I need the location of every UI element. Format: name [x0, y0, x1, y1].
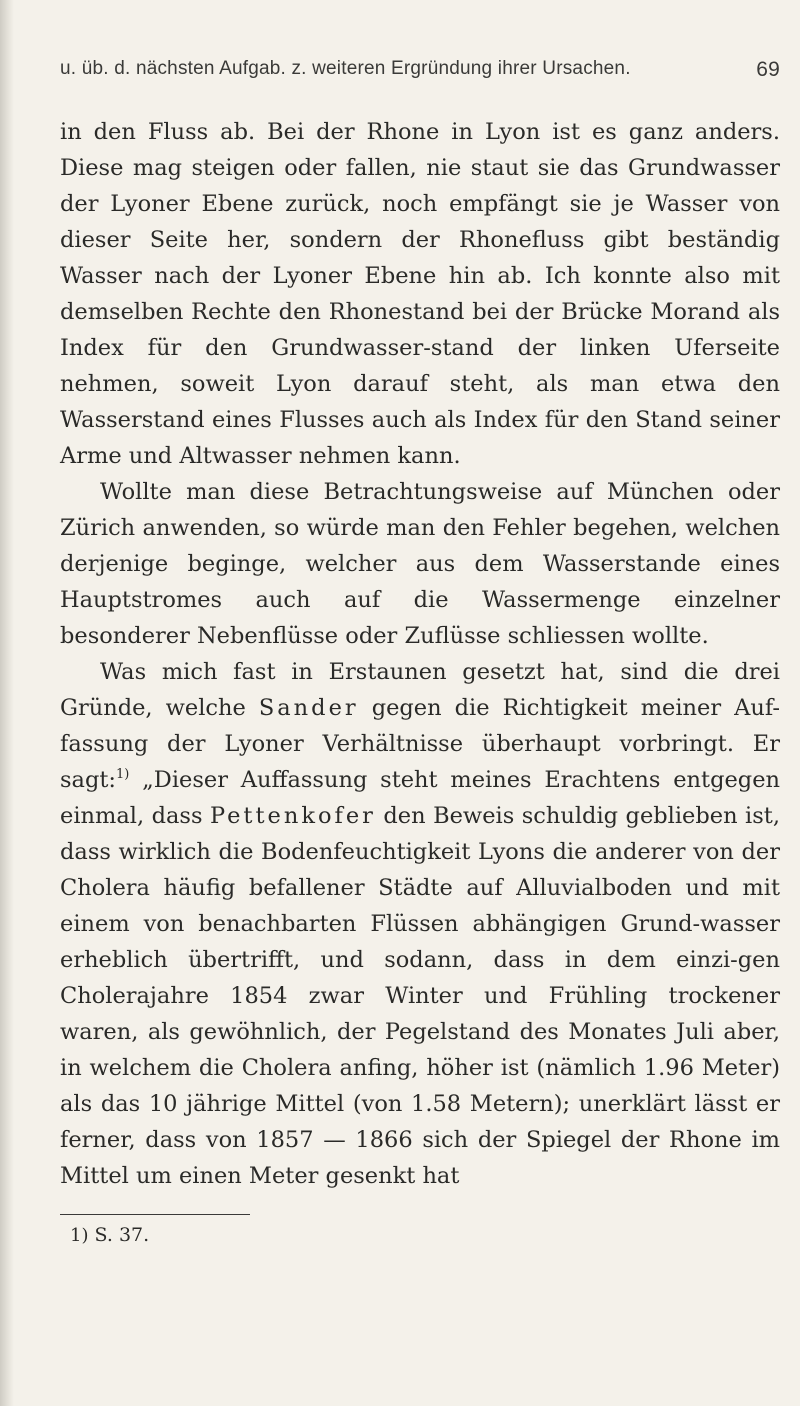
paragraph-3-part-2: gegen die Richtigkeit meiner Auf-fassung der Lyoner Verhältnisse überhaupt vorbringt. Er sagt:	[60, 695, 780, 793]
paragraph-3-part-3: „Dieser Auffassung steht meines Erachtens entgegen einmal, dass	[60, 767, 781, 829]
body-text	[60, 114, 780, 1194]
author-name-pettenkofer: Pettenkofer	[209, 803, 376, 829]
footnote-reference: 1)	[116, 767, 130, 782]
paragraph-3-part-4: den Beweis schuldig geblieben ist, dass wirklich die Bodenfeuchtigkeit Lyons die anderer von der Cholera häufig befallener Städte auf Alluvialboden und mit einem von benachbarten Flüssen abhängigen Grund-wasser erheblich übertrifft, und sodann, dass in dem einzi-gen Cholerajahre 1854 zwar Winter und Frühling trockener waren, als gewöhnlich, der Pegelstand des Monates Juli aber, in welchem die Cholera anfing, höher ist (nämlich 1.96 Meter) als das 10 jährige Mittel (von 1.58 Metern); unerklärt lässt er ferner, dass von 1857 — 1866 sich der Spiegel der Rhone im Mittel um einen Meter gesenkt hat	[60, 803, 780, 1189]
book-page	[60, 58, 780, 1250]
footnote-divider	[60, 1214, 250, 1215]
paragraph-2: Wollte man diese Betrachtungsweise auf München oder Zürich anwenden, so würde man den Fehler begehen, welchen derjenige beginge, welcher aus dem Wasserstande eines Hauptstromes auch auf die Wassermenge einzelner besonderer Nebenflüsse oder Zuflüsse schliessen wollte.	[60, 479, 780, 649]
paragraph-1: in den Fluss ab. Bei der Rhone in Lyon ist es ganz anders. Diese mag steigen oder fallen, nie staut sie das Grundwasser der Lyoner Ebene zurück, noch empfängt sie je Wasser von dieser Seite her, sondern der Rhonefluss gibt beständig Wasser nach der Lyoner Ebene hin ab. Ich konnte also mit demselben Rechte den Rhonestand bei der Brücke Morand als Index für den Grundwasser-stand der linken Uferseite nehmen, soweit Lyon darauf steht, als man etwa den Wasserstand eines Flusses auch als Index für den Stand seiner Arme und Altwasser nehmen kann.	[60, 119, 780, 469]
footnote	[70, 1221, 780, 1250]
paragraph-3	[60, 654, 780, 1194]
page-number: 69	[756, 58, 780, 81]
running-head-title: u. üb. d. nächsten Aufgab. z. weiteren Ergründung ihrer Ursachen.	[60, 58, 631, 79]
footnote-mark: 1)	[70, 1225, 89, 1246]
binding-edge	[0, 0, 14, 1406]
paragraph-3-part-1: Was mich fast in Erstaunen gesetzt hat, sind die drei Gründe, welche	[60, 659, 780, 721]
footnote-text: S. 37.	[94, 1224, 150, 1246]
author-name-sander: Sander	[258, 695, 359, 721]
running-head	[60, 58, 780, 98]
